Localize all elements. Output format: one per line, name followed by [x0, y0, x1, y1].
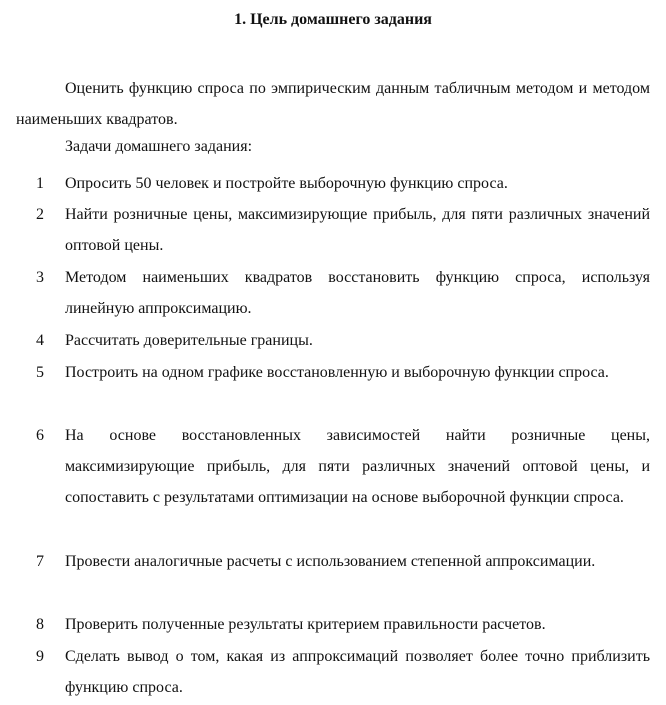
task-number: 7 [36, 553, 44, 570]
task-text: Найти розничные цены, максимизирующие прибыль, для пяти различных значений оптовой цены. [65, 206, 650, 254]
task-number: 6 [36, 427, 44, 444]
task-text: Проверить полученные результаты критерием правильности расчетов. [65, 616, 546, 633]
task-number: 9 [36, 648, 44, 665]
task-text: Методом наименьших квадратов восстановить функцию спроса, используя линейную аппроксимацию. [65, 269, 650, 317]
task-text: Провести аналогичные расчеты с использованием степенной аппроксимации. [65, 553, 596, 570]
task-number: 2 [36, 206, 44, 223]
tasks-title: Задачи домашнего задания: [65, 138, 253, 155]
task-text: Сделать вывод о том, какая из аппроксимаций позволяет более точно приблизить функцию спроса. [65, 648, 650, 696]
task-number: 3 [36, 269, 44, 286]
task-number: 4 [36, 332, 44, 349]
task-number: 8 [36, 616, 44, 633]
task-text: Опросить 50 человек и постройте выборочную функцию спроса. [65, 175, 508, 192]
task-text: Рассчитать доверительные границы. [65, 332, 313, 349]
task-text: Построить на одном графике восстановленную и выборочную функции спроса. [65, 364, 609, 381]
task-number: 1 [36, 175, 44, 192]
section-heading: 1. Цель домашнего задания [234, 11, 432, 28]
intro-paragraph: Оценить функцию спроса по эмпирическим данным табличным методом и методом наименьших квадратов. [16, 80, 650, 128]
task-text: На основе восстановленных зависимостей найти розничные цены, максимизирующие прибыль, для пяти различных значений оптовой цены, и сопоставить с результатами оптимизации на основе выборочной функции спроса. [65, 427, 650, 506]
task-number: 5 [36, 364, 44, 381]
